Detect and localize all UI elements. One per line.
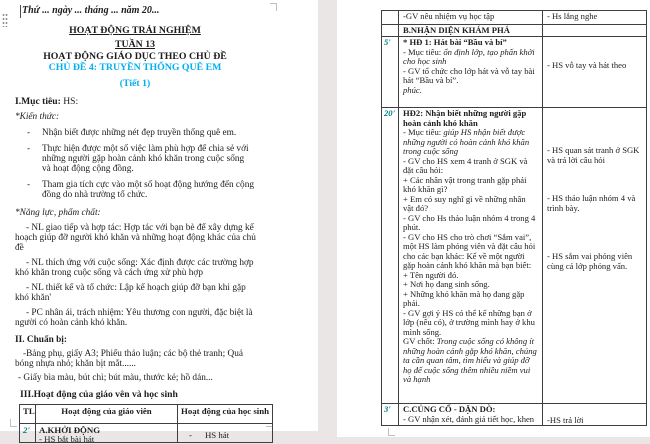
list-item-text: Thực hiện được một số việc làm phù hợp để chia sẻ với những người gặp hoàn cảnh khó khăn trong cuộc sống và hoạt động cộng đồng.: [42, 144, 249, 174]
hd2-title: HĐ2: Nhận biết những người gặp hoàn cảnh khó khăn: [403, 108, 527, 128]
hs-cell: [543, 108, 646, 403]
paragraph: - NL giao tiếp và hợp tác: Hợp tác với bạn bè để xây dựng kế hoạch giúp đỡ người khó khăn và những hoạt động khác của chủ đề: [15, 223, 256, 253]
hs-cell: - Hs lắng nghe: [547, 11, 598, 21]
paragraph: - NL thiết kế và tổ chức: Lập kế hoạch giúp đỡ bạn khi gặp khó khăn': [15, 283, 246, 303]
gv-line: - GV nhận xét, đánh giá tiết học, khen: [403, 413, 535, 424]
gv-line: - GV cho HS cho trò chơi “Sắm vai”, một HS làm phóng viên và đặt câu hỏi cho các bạn khác: Kể về một người gặp hoàn cảnh khó khăn mà bạn biết:: [403, 231, 536, 270]
hoat-dong-heading: III.Hoạt động của giáo vên và học sinh: [20, 389, 178, 400]
nang-luc-heading: *Năng lực, phẩm chất:: [15, 208, 101, 218]
section-c-title: C.CỦNG CỐ - DẶN DÒ:: [403, 404, 496, 414]
week-title: TUẦN 13: [114, 39, 155, 50]
gv-chot-line: GV chốt: Trong cuộc sống có không ít những hoàn cảnh gặp khó khăn, chúng ta cần quan tâm, tìm hiểu và giúp đỡ họ để cuộc sống thêm nhiều niềm vui và hạnh: [403, 336, 537, 384]
left-page-body: [0, 0, 318, 444]
table-row: [382, 36, 646, 107]
list-item: [27, 128, 255, 138]
page-left[interactable]: [0, 0, 318, 444]
time-cell: 5': [382, 37, 399, 107]
activity-title: HOẠT ĐỘNG GIÁO DỤC THEO CHỦ ĐỀ: [43, 51, 227, 62]
gv-cell: [399, 404, 543, 425]
hd1-title: * HĐ 1: Hát bài “Bầu và bí”: [403, 37, 507, 47]
muc-tieu-line: - Mục tiêu: giúp HS nhận biết được những người có hoàn cảnh khó khăn trong cuộc sống: [403, 127, 530, 156]
hs-cell: - HS vỗ tay và hát theo: [547, 60, 627, 70]
paragraph: - PC nhân ái, trách nhiệm: Yêu thương con người, đặc biệt là người có hoàn cảnh khó khăn.: [15, 308, 253, 328]
hs-cell: [178, 424, 272, 442]
gv-line: - GV cho HS xem 4 tranh ở SGK và đặt câu hỏi:: [403, 155, 528, 175]
gv-line: - HS bắt bài hát: [39, 434, 95, 444]
table-header-row: [20, 405, 272, 423]
time-cell: 2': [20, 424, 36, 442]
time-cell: [382, 11, 399, 24]
list-line: + Nơi họ đang sinh sống.: [403, 279, 490, 289]
list-item-text: Nhận biết được những nét đẹp truyền thống quê em.: [42, 128, 237, 138]
paragraph: - NL thích ứng với cuộc sống: Xác định được các trường hợp khó khăn trong cuộc sống và cách ứng xử phù hợp: [15, 258, 254, 278]
tail-line: phúc.: [403, 84, 422, 95]
period-title: (Tiết 1): [119, 78, 151, 89]
hs-cell: [543, 25, 646, 36]
list-line: + Những khó khăn mà họ đang gặp phải.: [403, 288, 525, 308]
section-a-title: A.KHỞI ĐỘNG: [39, 425, 101, 435]
hs-line: - HS quan sát tranh ở SGK và trả lời câu hỏi: [547, 145, 640, 165]
list-line: + Tên người đó.: [403, 269, 459, 280]
activities-table: [19, 404, 273, 443]
gv-cell: -GV nêu nhiệm vụ học tập: [399, 11, 543, 24]
kien-thuc-heading: *Kiến thức:: [15, 112, 60, 122]
bullet-dash: -: [27, 180, 31, 190]
gv-cell: [36, 424, 178, 442]
gv-cell: [399, 37, 543, 107]
gv-line: - GV gợi ý HS có thể kể những bạn ở lớp (nếu có), ở trường mình hay ở khu mình sống.: [403, 307, 535, 337]
time-cell: 3': [382, 404, 399, 425]
gv-line: - GV cho Hs thảo luận nhóm 4 trong 4 phút.: [403, 212, 536, 232]
section-b-title: B.NHẬN DIỆN KHÁM PHÁ: [399, 25, 543, 36]
bullet-dash: -: [189, 430, 192, 440]
table-row: [382, 403, 646, 425]
muc-tieu-heading: I.Mục tiêu: HS:: [15, 96, 79, 107]
date-line: Thứ ... ngày ... tháng ... năm 20...: [22, 5, 160, 16]
time-cell: [382, 25, 399, 36]
header-cell-gv: Hoạt động của giáo viên: [36, 405, 178, 423]
header-cell-tl: TL: [20, 405, 36, 423]
hs-line: - HS thảo luận nhóm 4 và trình bày.: [547, 193, 636, 213]
table-row: [382, 24, 646, 36]
gv-cell: [399, 108, 543, 403]
page-right[interactable]: [337, 0, 650, 437]
list-item: [27, 180, 255, 200]
time-cell: 20': [382, 108, 399, 403]
bullet-dash: -: [27, 144, 31, 154]
theme-title: CHỦ ĐỀ 4: TRUYỀN THỐNG QUÊ EM: [48, 62, 222, 73]
muc-tieu-line: - Mục tiêu: ổn định lớp, tạo phấn khởi cho học sinh: [403, 46, 535, 66]
question-line: + Em có suy nghĩ gì về những nhân vật đó?: [403, 193, 526, 213]
gv-line: - GV tổ chức cho lớp hát và vỗ tay bài hát “Bầu và bí”.: [403, 65, 535, 85]
list-item-text: Tham gia tích cực vào một số hoạt động hướng đến cộng đồng do nhà trường tổ chức.: [42, 180, 254, 200]
title-block: [15, 26, 255, 89]
text-boundary-corner: [388, 428, 395, 436]
hs-cell: [543, 404, 646, 425]
list-item: [27, 144, 255, 174]
chuan-bi-heading: II. Chuẩn bị:: [15, 335, 67, 345]
table-row: [20, 423, 272, 442]
table-row: [382, 11, 646, 24]
question-line: + Các nhân vật trong tranh gặp phải khó khăn gì?: [403, 174, 527, 194]
paragraph: - Giấy bìa màu, bút chì; bút màu, thước kẻ; hồ dán...: [18, 373, 213, 383]
doc-title: HOẠT ĐỘNG TRẢI NGHIỆM: [69, 25, 201, 36]
bullet-dash: -: [27, 128, 31, 138]
hs-line: -HS trả lời: [547, 415, 584, 425]
hs-line: HS hát: [204, 430, 230, 440]
activities-table-continued: [381, 10, 647, 426]
paragraph: -Bảng phụ, giấy A3; Phiếu thảo luận; các bộ thẻ tranh; Quả bóng nhựa nhỏ; khăn bịt mắt......: [15, 349, 243, 369]
table-row: [382, 107, 646, 403]
header-cell-hs: Hoạt động của học sinh: [181, 406, 269, 416]
hs-line: - HS sắm vai phóng viên cùng cả lớp phỏng vấn.: [547, 251, 633, 271]
